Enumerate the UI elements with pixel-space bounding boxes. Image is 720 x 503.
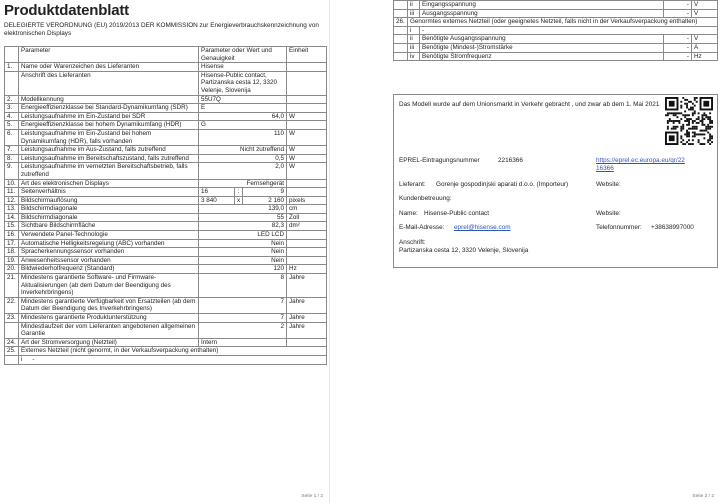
customer-support-title: Kundenbetreuung: [399, 195, 452, 202]
row-number [5, 71, 19, 95]
row-unit: W [287, 154, 327, 163]
email-link[interactable]: eprel@hisense.com [454, 224, 511, 231]
row-label: Mindestens garantierte Produktunterstützung [19, 314, 199, 323]
row-value: 82,3 [199, 222, 287, 231]
row-label: Sichtbare Bildschirmfläche [19, 222, 199, 231]
table-row [5, 274, 327, 298]
row-number [394, 1, 408, 10]
row-sub-cell [19, 355, 327, 364]
row-label: Seitenverhältnis [19, 188, 199, 197]
row-unit: Hz [692, 52, 718, 61]
table-row [5, 265, 327, 274]
row-unit [287, 71, 327, 95]
page-footer: Seite 1 / 2 [301, 494, 323, 499]
row-number: 20. [5, 265, 19, 274]
table-row [5, 129, 327, 145]
row-number: 8. [5, 154, 19, 163]
table-row [5, 213, 327, 222]
table-row [5, 338, 327, 347]
row-unit: dm² [287, 222, 327, 231]
table-row [5, 112, 327, 121]
row-value: Nein [199, 256, 287, 265]
row-unit: W [287, 129, 327, 145]
table-row [5, 63, 327, 72]
phone-label: Telefonnummer: [596, 224, 642, 231]
eprel-label: EPREL-Eintragungsnummer [399, 157, 480, 164]
row-number: 12. [5, 196, 19, 205]
eprel-link[interactable]: https://eprel.ec.europa.eu/qr/22 [596, 157, 685, 164]
row-unit: Jahre [287, 274, 327, 298]
row-label: Benötigte (Mindest-)Stromstärke [420, 43, 664, 52]
row-value: - [664, 52, 692, 61]
row-value: 55U7Q [199, 95, 287, 104]
row-sub-index: i [21, 355, 23, 363]
table-row [5, 154, 327, 163]
row-label: Mindestlaufzeit der vom Lieferanten angebotenen allgemeinen Garantie [19, 322, 199, 338]
row-label: Name oder Warenzeichen des Lieferanten [19, 63, 199, 72]
row-unit [287, 63, 327, 72]
row-number: 6. [5, 129, 19, 145]
row-value: 55 [199, 213, 287, 222]
row-value: 64,0 [199, 112, 287, 121]
row-unit [287, 179, 327, 188]
row-number: 15. [5, 222, 19, 231]
row-value-right: 9 [243, 188, 287, 197]
supplier-label: Lieferant: [399, 181, 426, 188]
table-row [5, 347, 327, 356]
row-label: Benötigte Ausgangsspannung [420, 35, 664, 44]
row-value: Nein [199, 248, 287, 257]
row-number: 24. [5, 338, 19, 347]
row-unit: V [692, 35, 718, 44]
row-unit: cm [287, 205, 327, 214]
table-row [5, 222, 327, 231]
row-number [394, 35, 408, 44]
parameter-table [4, 46, 327, 365]
table-row [5, 355, 327, 364]
row-label: Leistungsaufnahme im Aus-Zustand, falls zutreffend [19, 146, 199, 155]
row-unit [287, 338, 327, 347]
row-value: Hisense [199, 63, 287, 72]
row-value: - [664, 9, 692, 18]
row-label: Anwesenheitssensor vorhanden [19, 256, 199, 265]
page-footer: Seite 2 / 2 [692, 494, 714, 499]
row-unit [287, 95, 327, 104]
row-number: 23. [5, 314, 19, 323]
row-number [394, 52, 408, 61]
row-number: 4. [5, 112, 19, 121]
row-unit: A [692, 43, 718, 52]
contact-name-value: Hisense-Public contact [424, 210, 490, 217]
row-number: 21. [5, 274, 19, 298]
row-number: 11. [5, 188, 19, 197]
row-unit [287, 256, 327, 265]
row-number [5, 355, 19, 364]
row-number: 9. [5, 163, 19, 179]
row-value: Hisense-Public contact, Partizanska cesta 12, 3320 Velenje, Slovenija [199, 71, 287, 95]
table-row [5, 231, 327, 240]
row-number [5, 322, 19, 338]
row-label: Genormtes externes Netzteil (oder geeignetes Netzteil, falls nicht in der Verkaufsverpackung enthalten) [408, 18, 718, 27]
row-unit [287, 231, 327, 240]
table-row [394, 26, 718, 35]
header-parameter: Parameter [19, 47, 199, 63]
row-unit: W [287, 163, 327, 179]
row-number: 26. [394, 18, 408, 27]
row-value: LED LCD [199, 231, 287, 240]
address-value: Partizanska cesta 12, 3320 Velenje, Slovenija [399, 247, 529, 254]
row-number: 1. [5, 63, 19, 72]
row-value: 8 [199, 274, 287, 298]
row-unit: Jahre [287, 322, 327, 338]
email-label: E-Mail-Adresse: [399, 224, 445, 231]
row-value: Nein [199, 239, 287, 248]
row-number: 25. [5, 347, 19, 356]
row-label: Modellkennung [19, 95, 199, 104]
row-number: 2. [5, 95, 19, 104]
row-label: Leistungsaufnahme im vernetzten Bereitschaftsbetrieb, falls zutreffend [19, 163, 199, 179]
table-row [5, 196, 327, 205]
row-number: 18. [5, 248, 19, 257]
contact-website-label: Website: [596, 210, 621, 217]
table-row [5, 71, 327, 95]
table-row [5, 188, 327, 197]
row-value-right: 2 160 [243, 196, 287, 205]
row-value: 120 [199, 265, 287, 274]
table-row [5, 163, 327, 179]
row-number: 10. [5, 179, 19, 188]
page-title: Produktdatenblatt [4, 2, 129, 19]
row-value: 7 [199, 297, 287, 313]
table-row [5, 146, 327, 155]
row-unit: pixels [287, 196, 327, 205]
row-label: - [420, 26, 718, 35]
table-row [5, 322, 327, 338]
datasheet-page-1 [0, 0, 330, 503]
row-label: Art der Stromversorgung (Netzteil) [19, 338, 199, 347]
row-label: Leistungsaufnahme im Ein-Zustand bei hohem Dynamikumfang (HDR), falls vorhanden [19, 129, 199, 145]
row-label: Bildschirmdiagonale [19, 213, 199, 222]
row-value: Nicht zutreffend [199, 146, 287, 155]
supplier-value: Gorenje gospodinjski aparati d.o.o. (Importeur) [436, 181, 569, 188]
table-row [5, 121, 327, 130]
row-number: 13. [5, 205, 19, 214]
address-label: Anschrift: [399, 239, 426, 246]
row-label: Bildwiederholfrequenz (Standard) [19, 265, 199, 274]
row-label: Automatische Helligkeitsregelung (ABC) vorhanden [19, 239, 199, 248]
row-label: Bildschirmauflösung [19, 196, 199, 205]
row-label: Anschrift des Lieferanten [19, 71, 199, 95]
row-number [394, 9, 408, 18]
row-unit [287, 121, 327, 130]
row-value: 0,5 [199, 154, 287, 163]
power-supply-table [393, 0, 718, 61]
eprel-link-continued[interactable]: 16366 [596, 165, 614, 172]
table-row [5, 179, 327, 188]
row-unit [287, 188, 327, 197]
row-unit: W [287, 146, 327, 155]
row-label: Benötigte Stromfrequenz [420, 52, 664, 61]
product-info-box [393, 94, 718, 268]
row-value: 139,0 [199, 205, 287, 214]
row-sub-index: iii [408, 43, 420, 52]
row-unit: V [692, 1, 718, 10]
row-number: 22. [5, 297, 19, 313]
row-unit: W [287, 112, 327, 121]
regulation-subtitle: DELEGIERTE VERORDNUNG (EU) 2019/2013 DER KOMMISSION zur Energieverbrauchskennzeichnung von elektronischen Displays [4, 22, 319, 38]
row-value: 110 [199, 129, 287, 145]
table-row [394, 1, 718, 10]
table-row [5, 205, 327, 214]
row-value: E [199, 104, 287, 113]
row-label: Spracherkennungssensor vorhanden [19, 248, 199, 257]
row-label: Verwendete Panel-Technologie [19, 231, 199, 240]
table-row [5, 248, 327, 257]
row-label: Eingangsspannung [420, 1, 664, 10]
row-value-left: 16 [199, 188, 235, 197]
row-label: - [32, 355, 35, 363]
table-row [394, 52, 718, 61]
row-value-separator: x [235, 196, 243, 205]
row-unit: Hz [287, 265, 327, 274]
market-date-text: Das Modell wurde auf dem Unionsmarkt in Verkehr gebracht , und zwar ab dem 1. Mai 2021 [399, 101, 660, 108]
row-label: Mindestens garantierte Software- und Firmware-Aktualisierungen (ab dem Datum der Beendigung des Inverkehrbringens) [19, 274, 199, 298]
phone-value: +38638997000 [651, 224, 694, 231]
table-header-row [5, 47, 327, 63]
row-number: 17. [5, 239, 19, 248]
table-row [5, 104, 327, 113]
row-sub-index: iv [408, 52, 420, 61]
row-number: 16. [5, 231, 19, 240]
eprel-number: 2216366 [498, 157, 523, 164]
row-label: Leistungsaufnahme im Ein-Zustand bei SDR [19, 112, 199, 121]
table-row [5, 256, 327, 265]
row-unit [287, 248, 327, 257]
row-sub-index: i [408, 26, 420, 35]
row-value: G [199, 121, 287, 130]
row-value: - [664, 43, 692, 52]
qr-code-icon[interactable] [665, 97, 713, 145]
row-label: Externes Netzteil (nicht genormt, in der Verkaufsverpackung enthalten) [19, 347, 327, 356]
header-unit: Einheit [287, 47, 327, 63]
table-row [5, 314, 327, 323]
row-value-left: 3 840 [199, 196, 235, 205]
row-value: 2,0 [199, 163, 287, 179]
row-value: Fernsehgerät [199, 179, 287, 188]
table-row [394, 35, 718, 44]
row-unit [287, 239, 327, 248]
header-value: Parameter oder Wert und Genauigkeit [199, 47, 287, 63]
row-unit: Jahre [287, 314, 327, 323]
row-number: 19. [5, 256, 19, 265]
row-number: 5. [5, 121, 19, 130]
table-row [5, 297, 327, 313]
row-number: 3. [5, 104, 19, 113]
row-number [394, 26, 408, 35]
row-label: Bildschirmdiagonale [19, 205, 199, 214]
row-value: 7 [199, 314, 287, 323]
row-label: Ausgangsspannung [420, 9, 664, 18]
row-number [394, 43, 408, 52]
row-unit: Zoll [287, 213, 327, 222]
row-label: Energieeffizienzklasse bei hohem Dynamikumfang (HDR) [19, 121, 199, 130]
row-unit: Jahre [287, 297, 327, 313]
table-row [394, 18, 718, 27]
supplier-website-label: Website: [596, 181, 621, 188]
row-number: 14. [5, 213, 19, 222]
table-row [394, 43, 718, 52]
contact-name-label: Name: [399, 210, 418, 217]
row-sub-index: ii [408, 35, 420, 44]
row-label: Art des elektronischen Displays [19, 179, 199, 188]
table-row [5, 239, 327, 248]
row-value-separator: : [235, 188, 243, 197]
row-unit [287, 104, 327, 113]
row-value: - [664, 1, 692, 10]
row-sub-index: iii [408, 9, 420, 18]
row-label: Energieeffizienzklasse bei Standard-Dynamikumfang (SDR) [19, 104, 199, 113]
row-unit: V [692, 9, 718, 18]
row-value: 2 [199, 322, 287, 338]
datasheet-page-2 [387, 0, 720, 503]
row-number: 7. [5, 146, 19, 155]
row-sub-index: ii [408, 1, 420, 10]
table-row [5, 95, 327, 104]
row-label: Mindestens garantierte Verfügbarkeit von Ersatzteilen (ab dem Datum der Beendigung des Inverkehrbringens) [19, 297, 199, 313]
row-label: Leistungsaufnahme im Bereitschaftszustand, falls zutreffend [19, 154, 199, 163]
row-value: Intern [199, 338, 287, 347]
table-row [394, 9, 718, 18]
row-value: - [664, 35, 692, 44]
